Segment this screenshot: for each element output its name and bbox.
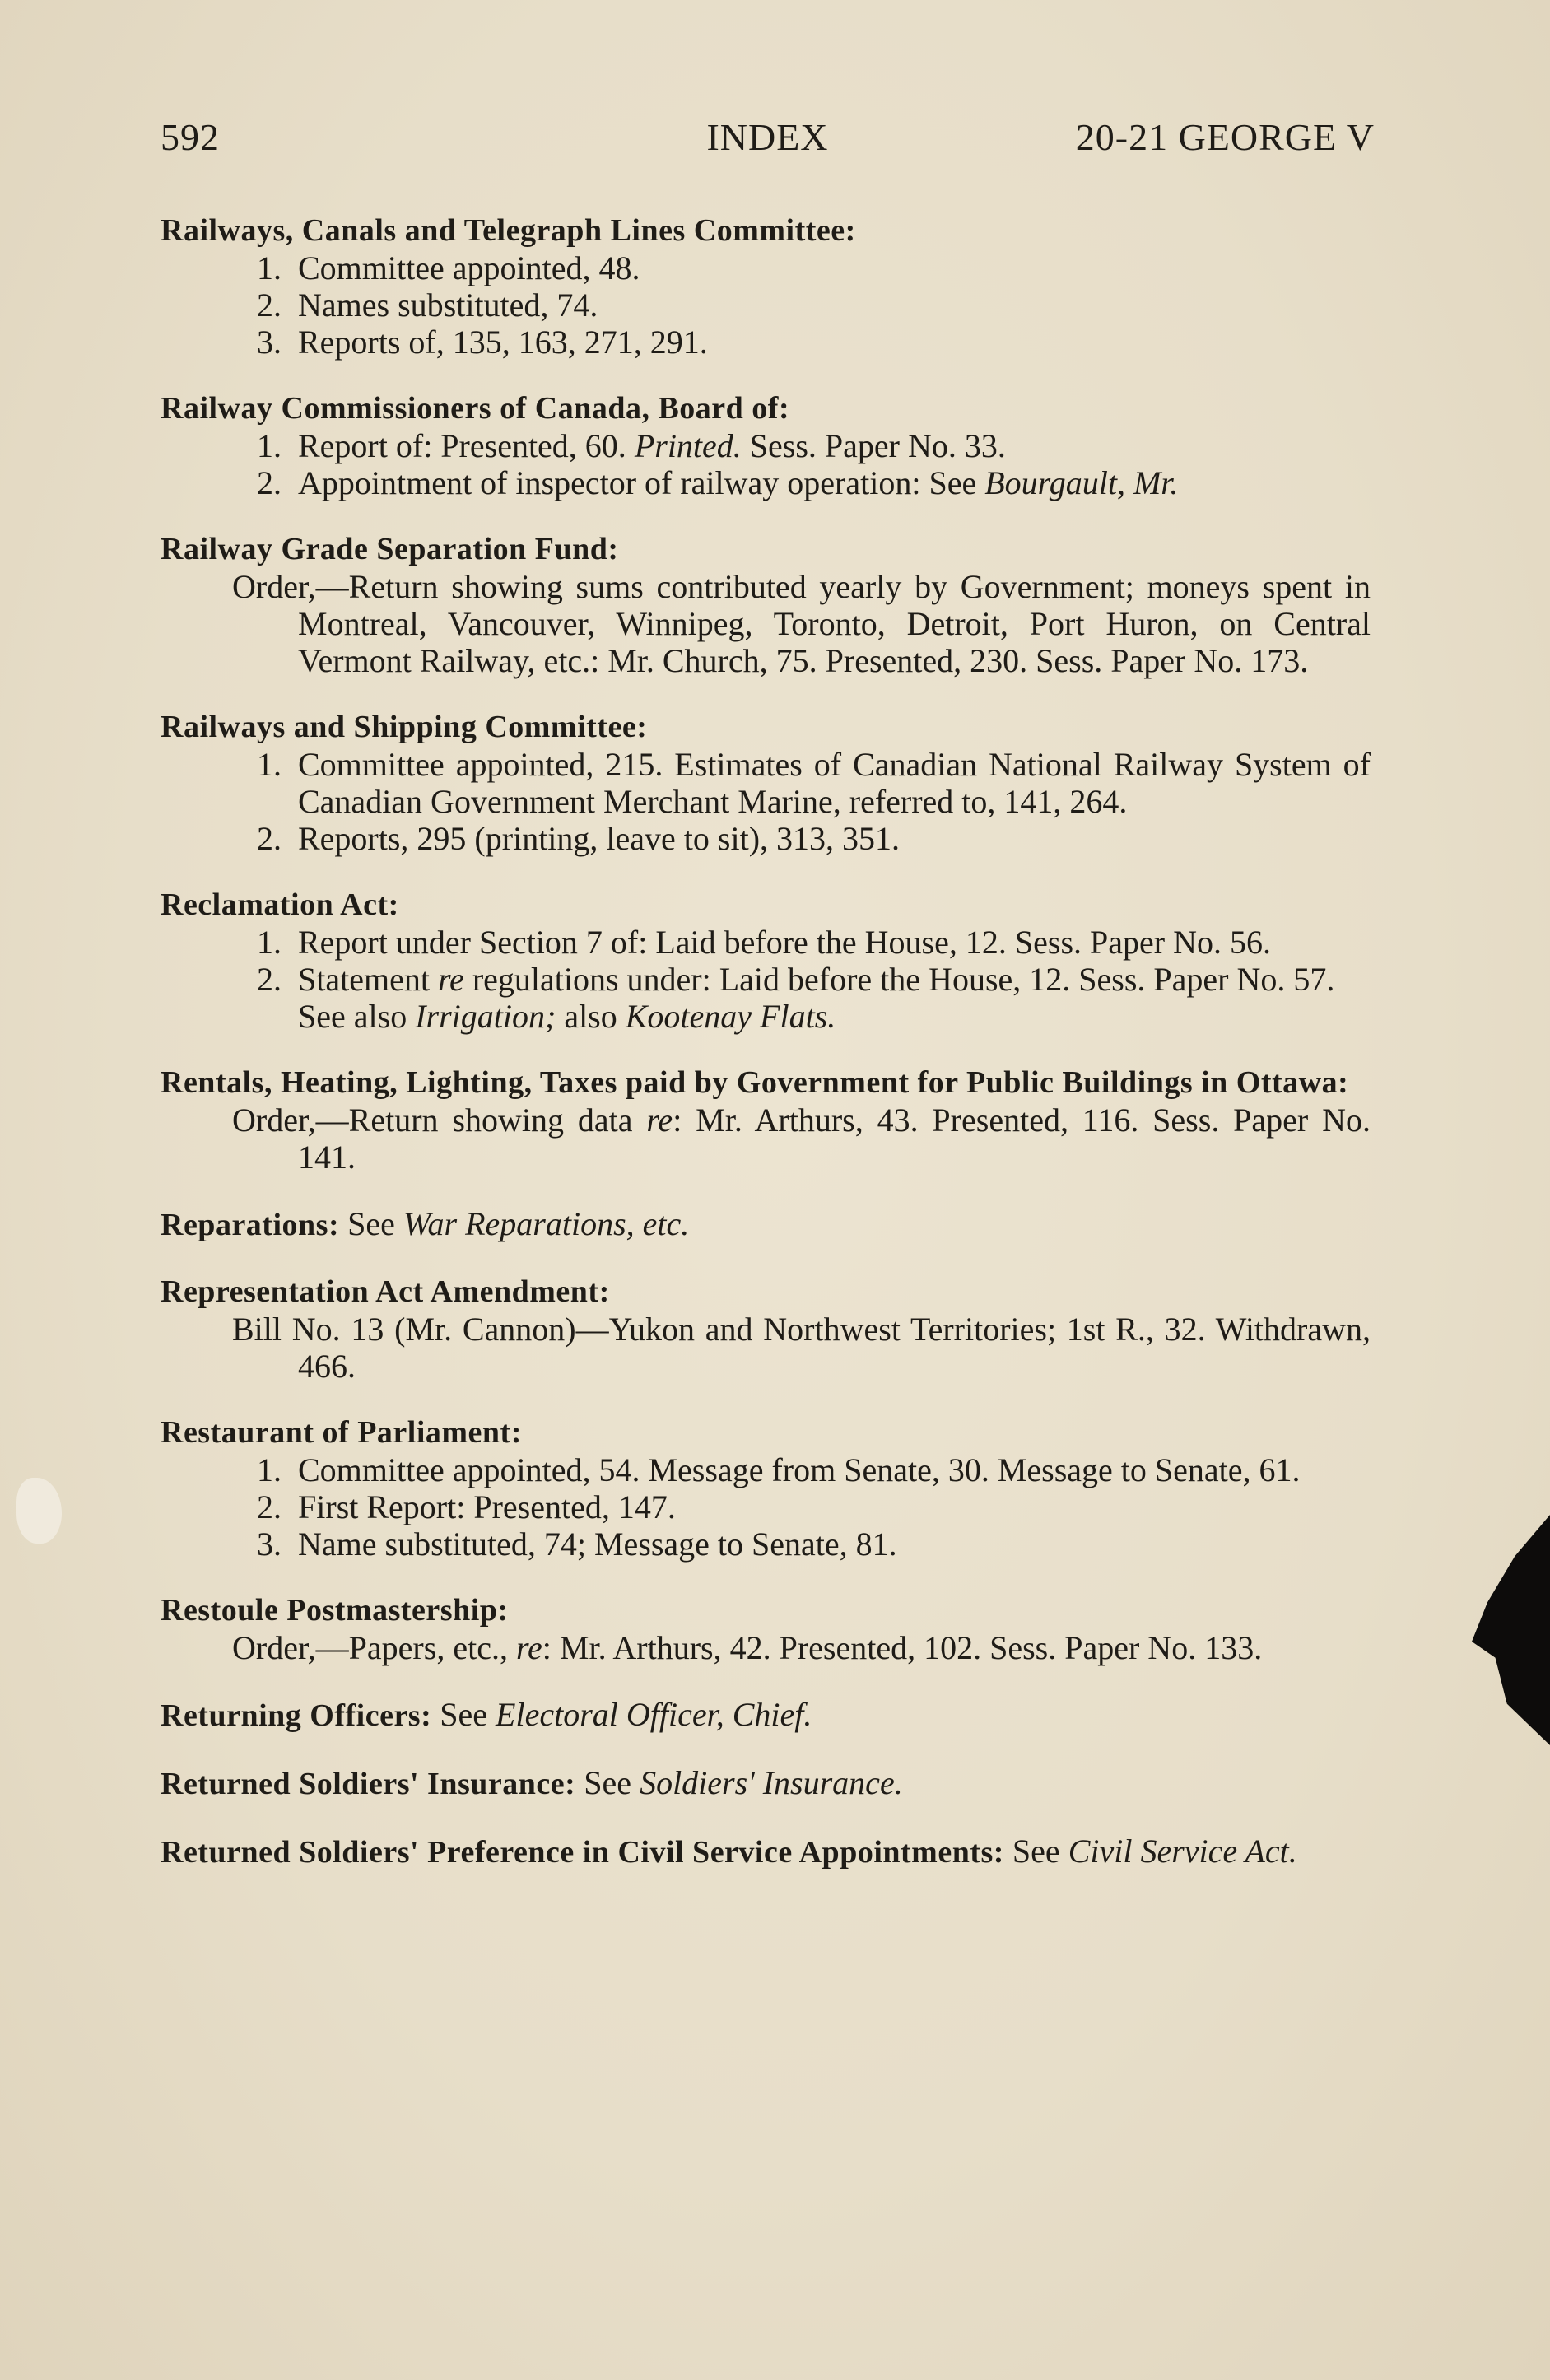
order-after: : Mr. Arthurs, 42. Presented, 102. Sess. Paper No. 133. <box>542 1629 1263 1666</box>
entry-heading: Reparations: <box>161 1208 340 1242</box>
entry-item <box>161 286 1371 324</box>
bill-text: Bill No. 13 (Mr. Cannon)—Yukon and Northwest Territories; 1st R., 32. Withdrawn, 466. <box>232 1311 1371 1385</box>
see-label: See <box>347 1205 395 1242</box>
item-number: 1. <box>257 924 282 961</box>
index-content <box>161 212 1371 1901</box>
order-text: Order,—Return showing sums contributed yearly by Government; moneys spent in Montreal, Vancouver, Winnipeg, Toronto, Detroit, Port Huron, on Central Vermont Railway, etc.: Mr. Church, 75. Presented, 230. Sess. Paper No. 173. <box>232 568 1371 679</box>
entry-item <box>161 464 1371 501</box>
cross-reference: Kootenay Flats. <box>625 998 836 1035</box>
item-text: Committee appointed, 48. <box>298 249 640 286</box>
entry-heading: Returned Soldiers' Preference in Civil Service Appointments: <box>161 1835 1004 1870</box>
thumb-index-tab <box>1472 1515 1550 1745</box>
item-number: 2. <box>257 1488 282 1525</box>
item-number: 2. <box>257 961 282 998</box>
item-text: Committee appointed, 215. Estimates of Canadian National Railway System of Canadian Government Merchant Marine, referred to, 141, 264. <box>298 746 1371 820</box>
cross-reference: War Reparations, etc. <box>403 1205 690 1242</box>
cross-reference: Civil Service Act. <box>1068 1833 1297 1870</box>
cross-reference: Soldiers' Insurance. <box>640 1764 903 1801</box>
entry-heading: Returned Soldiers' Insurance: <box>161 1767 576 1801</box>
order-prefix: Order,—Return showing data <box>232 1102 633 1139</box>
item-text: Statement <box>298 961 430 998</box>
see-also-prefix: See also <box>298 998 407 1035</box>
entry-heading-line <box>161 1764 1371 1803</box>
entry-item <box>161 924 1371 961</box>
cross-reference: Irrigation; <box>415 998 556 1035</box>
order-text <box>161 1629 1371 1666</box>
see-label: See <box>584 1764 632 1801</box>
item-text: Reports, 295 (printing, leave to sit), 313, 351. <box>298 820 901 857</box>
entry-heading: Reclamation Act: <box>161 887 399 922</box>
index-entry <box>161 709 1371 857</box>
entry-item <box>161 746 1371 820</box>
entry-item <box>161 324 1371 361</box>
cross-reference: Bourgault, Mr. <box>984 464 1179 501</box>
order-after: : Mr. Arthurs, 43. Presented, 116. Sess. Paper No. 141. <box>298 1102 1371 1176</box>
index-entry <box>161 1592 1371 1666</box>
entry-item <box>161 1525 1371 1563</box>
item-number: 1. <box>257 249 282 286</box>
index-entry <box>161 1274 1371 1385</box>
item-italic: re <box>437 961 464 998</box>
page-title: INDEX <box>706 116 829 158</box>
index-entry <box>161 1205 1371 1244</box>
entry-heading: Railway Grade Separation Fund: <box>161 532 619 566</box>
paper-stain <box>16 1478 62 1544</box>
entry-heading: Rentals, Heating, Lighting, Taxes paid by Government for Public Buildings in Ottawa: <box>161 1065 1349 1100</box>
index-entry <box>161 390 1371 501</box>
page-number: 592 <box>161 116 220 158</box>
item-text: Name substituted, 74; Message to Senate, 81. <box>298 1525 897 1563</box>
index-entry <box>161 531 1371 679</box>
item-text-after: regulations under: Laid before the House, 12. Sess. Paper No. 57. <box>463 961 1335 998</box>
item-number: 2. <box>257 286 282 324</box>
item-text: Appointment of inspector of railway operation: See <box>298 464 977 501</box>
item-text: Reports of, 135, 163, 271, 291. <box>298 324 708 361</box>
entry-item <box>161 249 1371 286</box>
order-italic: re <box>646 1102 673 1139</box>
index-entry <box>161 1833 1371 1871</box>
entry-item <box>161 427 1371 464</box>
order-italic: re <box>515 1629 542 1666</box>
item-text: Report under Section 7 of: Laid before the House, 12. Sess. Paper No. 56. <box>298 924 1271 961</box>
index-entry <box>161 1696 1371 1735</box>
item-text: Names substituted, 74. <box>298 286 598 324</box>
see-also-mid: also <box>564 998 617 1035</box>
index-entry <box>161 212 1371 361</box>
reign-label: 20-21 GEORGE V <box>1075 116 1375 158</box>
item-text-after: Sess. Paper No. 33. <box>741 427 1006 464</box>
entry-heading: Railways, Canals and Telegraph Lines Committee: <box>161 213 856 248</box>
running-head <box>161 115 1375 165</box>
index-entry <box>161 1064 1371 1176</box>
see-also <box>161 998 1371 1035</box>
item-text: First Report: Presented, 147. <box>298 1488 676 1525</box>
entry-item <box>161 961 1371 998</box>
item-italic: Printed. <box>634 427 742 464</box>
see-label: See <box>440 1696 488 1733</box>
item-text: Report of: Presented, 60. <box>298 427 626 464</box>
entry-item <box>161 1451 1371 1488</box>
item-number: 1. <box>257 427 282 464</box>
cross-reference: Electoral Officer, Chief. <box>496 1696 812 1733</box>
order-prefix: Order,—Papers, etc., <box>232 1629 508 1666</box>
index-entry <box>161 1414 1371 1563</box>
item-number: 2. <box>257 820 282 857</box>
entry-heading: Restoule Postmastership: <box>161 1593 509 1628</box>
index-entry <box>161 887 1371 1035</box>
entry-heading: Railway Commissioners of Canada, Board of: <box>161 391 790 426</box>
entry-heading: Restaurant of Parliament: <box>161 1415 522 1450</box>
item-number: 1. <box>257 746 282 783</box>
see-label: See <box>1012 1833 1060 1870</box>
item-number: 3. <box>257 1525 282 1563</box>
item-number: 2. <box>257 464 282 501</box>
entry-item <box>161 1488 1371 1525</box>
item-number: 1. <box>257 1451 282 1488</box>
index-entry <box>161 1764 1371 1803</box>
entry-heading: Representation Act Amendment: <box>161 1274 610 1309</box>
entry-item <box>161 820 1371 857</box>
entry-heading-line <box>161 1205 1371 1244</box>
entry-heading: Returning Officers: <box>161 1698 432 1733</box>
order-text <box>161 1102 1371 1176</box>
entry-heading-line <box>161 1696 1371 1735</box>
entry-heading: Railways and Shipping Committee: <box>161 710 648 744</box>
item-text: Committee appointed, 54. Message from Senate, 30. Message to Senate, 61. <box>298 1451 1301 1488</box>
item-number: 3. <box>257 324 282 361</box>
entry-heading-line <box>161 1833 1371 1871</box>
